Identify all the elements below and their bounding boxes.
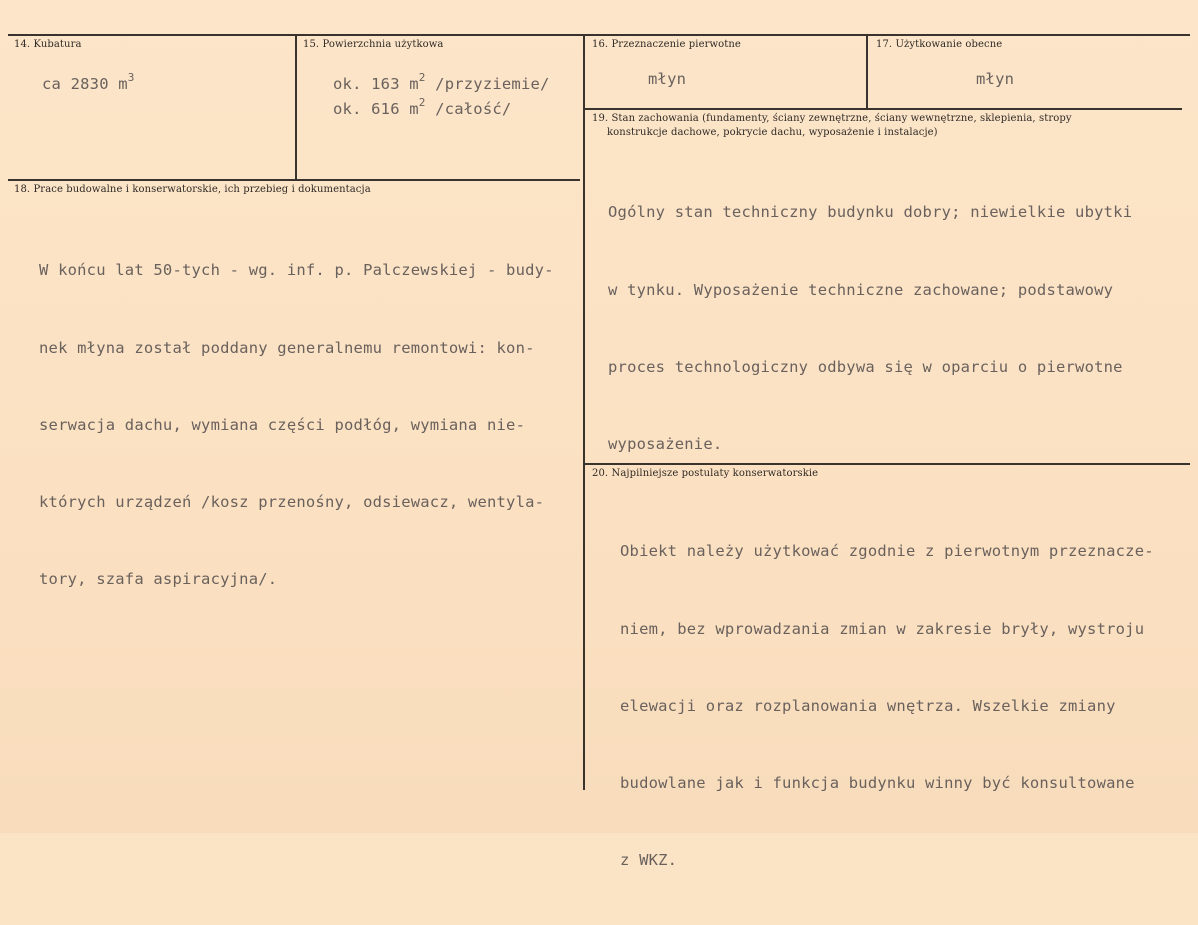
field20-label: 20. Najpilniejsze postulaty konserwatorskie	[592, 468, 819, 479]
field18-line: nek młyna został poddany generalnemu remontowi: kon-	[39, 338, 535, 357]
field15-line1-tail: /przyziemie/	[425, 75, 550, 93]
field15-line1-text: ok. 163 m	[333, 75, 419, 93]
field19-line: proces technologiczny odbywa się w oparciu o pierwotne	[608, 357, 1123, 376]
field19-line: Ogólny stan techniczny budynku dobry; niewielkie ubytki	[608, 203, 1133, 222]
rule-row2-right	[585, 108, 1182, 110]
rule-row2-left	[8, 179, 580, 181]
field20-text	[620, 488, 1154, 925]
field18-label: 18. Prace budowalne i konserwatorskie, ich przebieg i dokumentacja	[14, 184, 371, 195]
field18-line: tory, szafa aspiracyjna/.	[39, 569, 278, 588]
field15-line2-text: ok. 616 m	[333, 100, 419, 118]
rule-col-14-15	[295, 34, 297, 179]
field15-label: 15. Powierzchnia użytkowa	[303, 39, 444, 50]
field20-line: z WKZ.	[620, 850, 678, 869]
field20-line: niem, bez wprowadzania zmian w zakresie bryły, wystroju	[620, 619, 1145, 638]
field20-line: budowlane jak i funkcja budynku winny być konsultowane	[620, 773, 1135, 792]
field17-value: młyn	[976, 70, 1015, 88]
field18-text	[39, 207, 554, 644]
field18-line: W końcu lat 50-tych - wg. inf. p. Palczewskiej - budy-	[39, 261, 554, 280]
field15-line1-sup: 2	[418, 71, 426, 84]
rule-col-main	[583, 34, 585, 790]
field19-line: w tynku. Wyposażenie techniczne zachowane; podstawowy	[608, 280, 1114, 299]
field14-label: 14. Kubatura	[14, 39, 82, 50]
field16-value: młyn	[648, 70, 687, 88]
field19-label-line1: 19. Stan zachowania (fundamenty, ściany zewnętrzne, ściany wewnętrzne, sklepienia, stropy	[592, 113, 1072, 124]
field15-line2-tail: /całość/	[425, 100, 512, 118]
field18-line: serwacja dachu, wymiana części podłóg, wymiana nie-	[39, 415, 526, 434]
field19-label-line2: konstrukcje dachowe, pokrycie dachu, wyposażenie i instalacje)	[607, 127, 938, 138]
field20-line: elewacji oraz rozplanowania wnętrza. Wszelkie zmiany	[620, 696, 1116, 715]
rule-col-16-17	[866, 34, 868, 108]
field15-line2-sup: 2	[418, 96, 426, 109]
field18-line: których urządzeń /kosz przenośny, odsiewacz, wentyla-	[39, 492, 545, 511]
field20-line: Obiekt należy użytkować zgodnie z pierwotnym przeznacze-	[620, 542, 1154, 561]
field14-value-sup: 3	[127, 71, 135, 84]
field19-text	[608, 149, 1132, 509]
field17-label: 17. Użytkowanie obecne	[876, 39, 1003, 50]
field15-line1	[333, 71, 550, 93]
field14-value-text: ca 2830 m	[42, 75, 128, 93]
rule-top	[8, 34, 1190, 36]
field19-line: wyposażenie.	[608, 434, 723, 453]
field15-line2	[333, 96, 511, 118]
field14-value	[42, 71, 135, 93]
field16-label: 16. Przeznaczenie pierwotne	[592, 39, 741, 50]
